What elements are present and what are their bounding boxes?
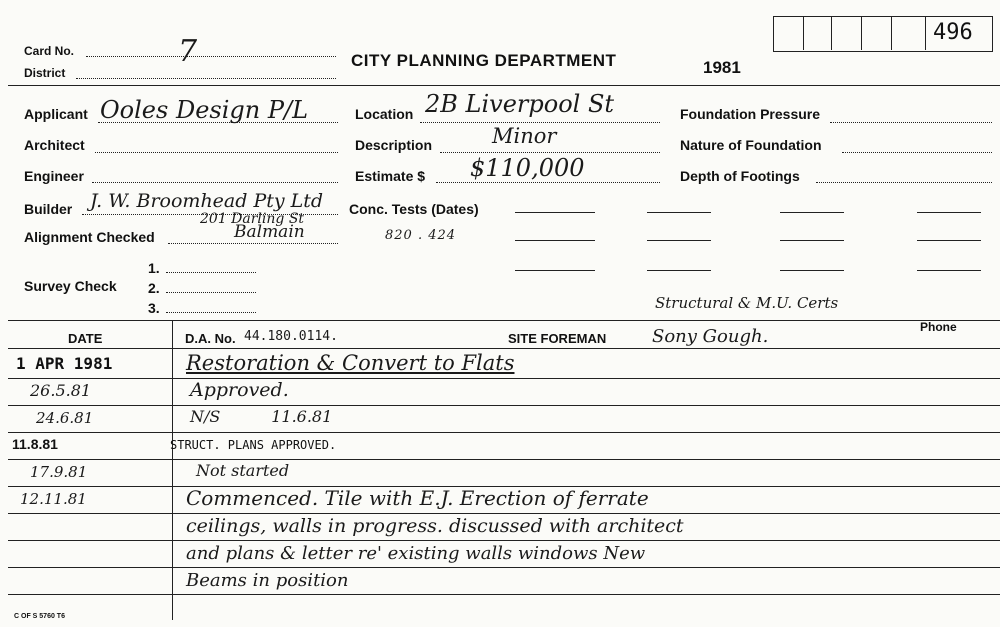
da-no-value: 44.180.0114. [244,329,338,344]
log-entry: Approved. [190,379,289,401]
date-column-header: DATE [68,331,103,346]
alignment-line [168,243,338,244]
description-line [440,152,660,153]
location-label: Location [355,106,414,122]
survey-2-label: 2. [148,280,160,296]
log-entry: Commenced. Tile with E.J. Erection of ferrate [186,486,649,510]
site-foreman-label: SITE FOREMAN [508,331,607,346]
location-value: 2B Liverpool St [425,90,615,118]
location-line [420,122,660,123]
log-entry: Restoration & Convert to Flats [186,351,515,375]
log-date: 12.11.81 [20,490,87,508]
nature-foundation-label: Nature of Foundation [680,137,822,153]
log-entry: and plans & letter re' existing walls windows New [186,543,646,564]
survey-2-line [166,292,256,293]
log-date: 11.8.81 [12,436,58,452]
engineer-line [92,182,338,183]
log-date: 17.9.81 [30,463,88,481]
card-no-value: 7 [178,34,198,69]
phone-label: Phone [920,320,957,334]
page-title: CITY PLANNING DEPARTMENT [351,51,617,70]
nature-foundation-line [842,152,992,153]
site-foreman-value: Sony Gough. [652,326,769,347]
estimate-line [436,182,660,183]
architect-label: Architect [24,137,85,153]
table-header-border [8,348,1000,349]
phone-number: 820 . 424 [385,228,457,243]
log-entry: Not started [196,461,290,480]
architect-line [95,152,338,153]
log-entry: Beams in position [186,570,349,591]
conc-tests-dates-grid [515,208,975,288]
district-line [76,78,336,79]
builder-address-1: 201 Darling St [200,211,305,227]
survey-3-label: 3. [148,300,160,316]
log-date: 24.6.81 [36,409,94,427]
depth-footings-line [816,182,992,183]
survey-1-line [166,272,256,273]
engineer-label: Engineer [24,168,84,184]
card-no-line [86,56,336,57]
foundation-pressure-line [830,122,992,123]
card-no-label: Card No. [24,44,75,58]
da-no-label: D.A. No. [185,331,236,346]
description-label: Description [355,137,433,153]
structural-note: Structural & M.U. Certs [655,294,839,312]
conc-tests-label: Conc. Tests (Dates) [349,201,479,217]
estimate-label: Estimate $ [355,168,426,184]
applicant-value: Ooles Design P/L [100,96,309,124]
foundation-pressure-label: Foundation Pressure [680,106,821,122]
log-entry: N/S 11.6.81 [190,407,333,426]
survey-3-line [166,312,256,313]
table-top-border [8,320,1000,321]
header-divider [8,85,1000,86]
builder-label: Builder [24,201,73,217]
log-date: 1 APR 1981 [16,354,113,373]
log-entry: ceilings, walls in progress. discussed with architect [186,515,684,537]
form-code: C OF S 5760 T6 [14,613,65,620]
log-entry: STRUCT. PLANS APPROVED. [170,438,337,452]
builder-address-2: Balmain [234,222,305,242]
applicant-label: Applicant [24,106,88,122]
builder-value: J. W. Broomhead Pty Ltd [90,190,324,212]
alignment-label: Alignment Checked [24,229,155,245]
estimate-value: $110,000 [470,154,585,182]
year-label: 1981 [703,58,741,77]
survey-1-label: 1. [148,260,160,276]
depth-footings-label: Depth of Footings [680,168,800,184]
log-date: 26.5.81 [30,381,92,400]
survey-label: Survey Check [24,278,117,294]
card-number: 496 [933,20,973,45]
description-value: Minor [492,124,557,148]
log-table-body [8,350,1000,620]
card-number-box [773,16,993,52]
district-label: District [24,66,66,80]
